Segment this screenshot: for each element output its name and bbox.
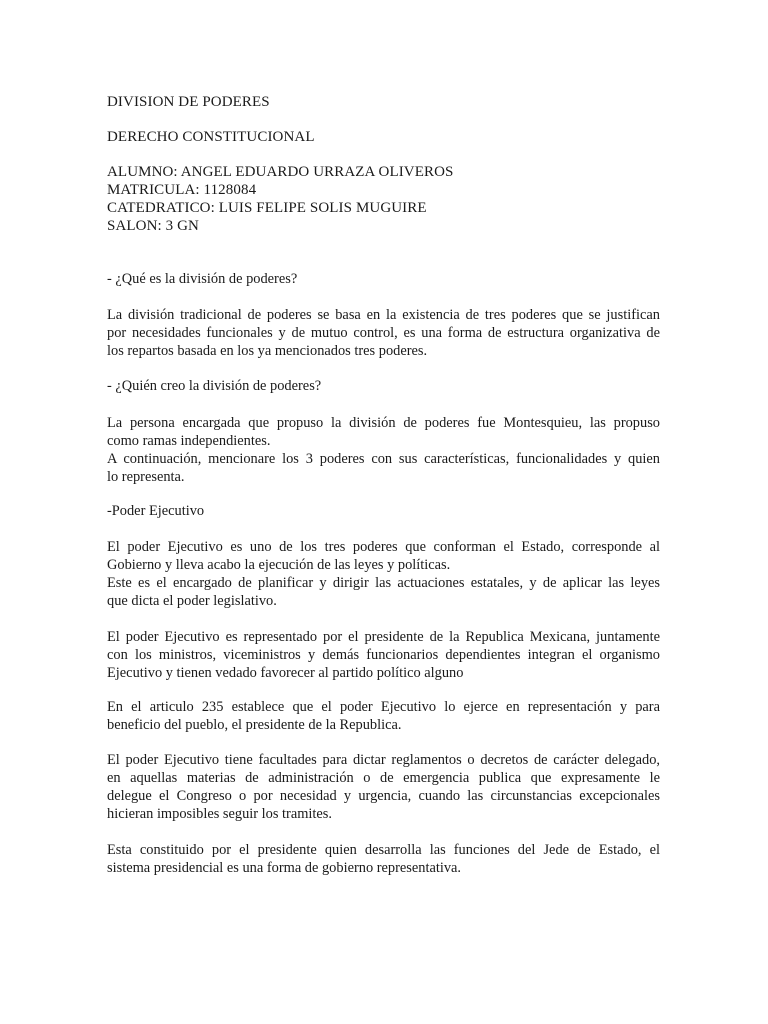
section-heading-executive (107, 502, 660, 520)
executive-paragraph-4 (107, 751, 660, 823)
student-info-block (107, 163, 667, 235)
executive-paragraph-2 (107, 628, 660, 682)
document-title-block (107, 93, 667, 111)
section-heading: -Poder Ejecutivo (107, 503, 205, 519)
paragraph-line: sistema presidencial es una forma de gobierno representativa. (107, 860, 462, 876)
question-what-is-division (107, 270, 660, 288)
student-line: ALUMNO: ANGEL EDUARDO URRAZA OLIVEROS (107, 164, 454, 180)
paragraph-line: beneficio del pueblo, el presidente de la Republica. (107, 717, 402, 733)
paragraph-line: La división tradicional de poderes se basa en la existencia de tres poderes que se justifican (107, 307, 660, 323)
executive-paragraph-3 (107, 698, 660, 734)
paragraph-line: Gobierno y lleva acabo la ejecución de las leyes y políticas. (107, 557, 451, 573)
classroom-line: SALON: 3 GN (107, 218, 199, 234)
question-text: - ¿Quién creo la división de poderes? (107, 378, 322, 394)
paragraph-line: La persona encargada que propuso la división de poderes fue Montesquieu, las propuso (107, 415, 660, 431)
professor-line: CATEDRATICO: LUIS FELIPE SOLIS MUGUIRE (107, 200, 427, 216)
paragraph-line: con los ministros, viceministros y demás funcionarios dependientes integran el organismo (107, 647, 660, 663)
paragraph-line: los repartos basada en los ya mencionados tres poderes. (107, 343, 428, 359)
paragraph-line: A continuación, mencionare los 3 poderes con sus características, funcionalidades y quien (107, 451, 660, 467)
paragraph-line: En el articulo 235 establece que el poder Ejecutivo lo ejerce en representación y para (107, 699, 660, 715)
executive-paragraph-5 (107, 841, 660, 877)
paragraph-line: Ejecutivo y tienen vedado favorecer al partido político alguno (107, 665, 464, 681)
paragraph-line: hicieran imposibles seguir los tramites. (107, 806, 333, 822)
paragraph-line: El poder Ejecutivo es representado por el presidente de la Republica Mexicana, juntamente (107, 629, 660, 645)
document-title: DIVISION DE PODERES (107, 94, 270, 110)
question-who-created (107, 377, 660, 395)
answer-who-created (107, 414, 660, 486)
paragraph-line: que dicta el poder legislativo. (107, 593, 277, 609)
question-text: - ¿Qué es la división de poderes? (107, 271, 298, 287)
paragraph-line: Este es el encargado de planificar y dirigir las actuaciones estatales, y de aplicar las leyes (107, 575, 660, 591)
paragraph-line: delegue el Congreso o por necesidad y urgencia, cuando las circunstancias excepcionales (107, 788, 660, 804)
paragraph-line: El poder Ejecutivo tiene facultades para dictar reglamentos o decretos de carácter delegado, (107, 752, 660, 768)
subject-block (107, 128, 667, 146)
paragraph-line: lo representa. (107, 469, 185, 485)
paragraph-line: Esta constituido por el presidente quien desarrolla las funciones del Jede de Estado, el (107, 842, 660, 858)
subject-line: DERECHO CONSTITUCIONAL (107, 129, 315, 145)
paragraph-line: por necesidades funcionales y de mutuo control, es una forma de estructura organizativa de (107, 325, 660, 341)
paragraph-line: como ramas independientes. (107, 433, 271, 449)
paragraph-line: El poder Ejecutivo es uno de los tres poderes que conforman el Estado, corresponde al (107, 539, 660, 555)
answer-what-is-division (107, 306, 660, 360)
id-number-line: MATRICULA: 1128084 (107, 182, 257, 198)
executive-paragraph-1 (107, 538, 660, 610)
paragraph-line: en aquellas materias de administración o de emergencia publica que expresamente le (107, 770, 660, 786)
